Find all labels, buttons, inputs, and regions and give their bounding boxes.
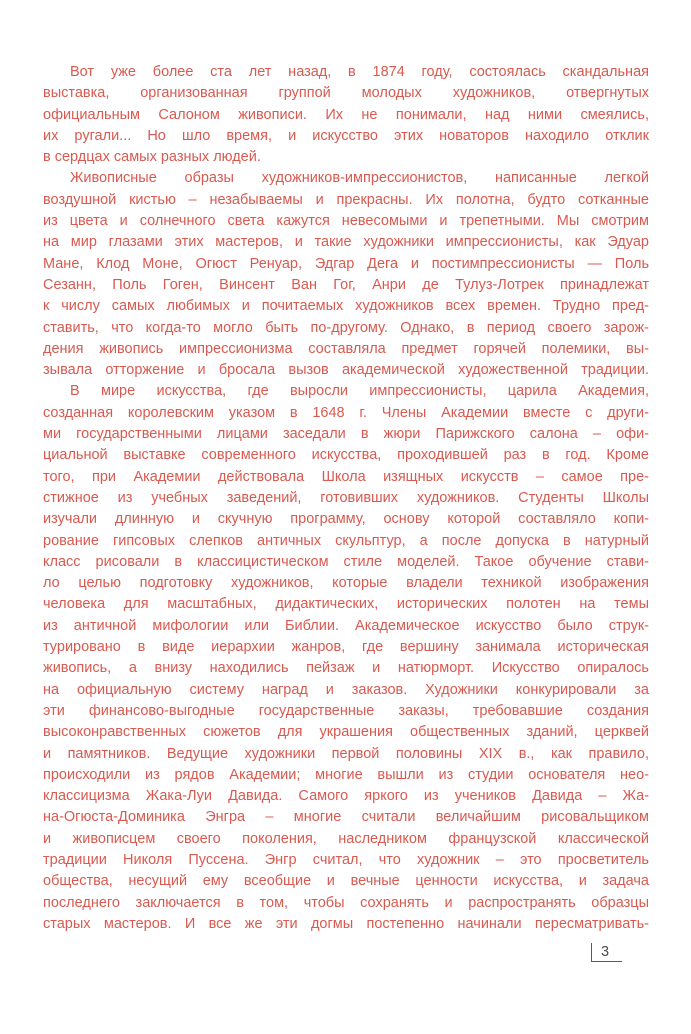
text-line: ло целью подготовку художников, которые владели техникой изображения [43, 575, 649, 592]
text-line: и памятников. Ведущие художники первой половины XIX в., как правило, [43, 745, 649, 762]
text-line: официальным Салоном живописи. Их не понимали, над ними смеялись, [43, 106, 649, 123]
text-line: того, при Академии действовала Школа изящных искусств – самое пре- [43, 468, 649, 485]
text-line: из античной мифологии или Библии. Академическое искусство было струк- [43, 617, 649, 634]
text-line: человека для масштабных, дидактических, исторических полотен на темы [43, 596, 649, 613]
text-line: Мане, Клод Моне, Огюст Ренуар, Эдгар Дега и постимпрессионисты — Поль [43, 255, 649, 272]
text-line: к числу самых любимых и почитаемых художников всех времен. Трудно пред- [43, 298, 649, 315]
text-line: из цвета и солнечного света кажутся невесомыми и трепетными. Мы смотрим [43, 213, 649, 230]
text-line: высоконравственных сюжетов для украшения общественных зданий, церквей [43, 724, 649, 741]
text-line: зывала отторжение и бросала вызов академической художественной традиции. [43, 362, 649, 379]
text-line: традиции Николя Пуссена. Энгр считал, что художник – это просветитель [43, 851, 649, 868]
text-line: выставка, организованная группой молодых художников, отвергнутых [43, 85, 649, 102]
page-number: 3 [601, 944, 610, 960]
text-line: в сердцах самых разных людей. [43, 149, 261, 166]
text-line: рование гипсовых слепков античных скульптур, а после допуска в натурный [43, 532, 649, 549]
text-line: на мир глазами этих мастеров, и такие художники импрессионисты, как Эдуар [43, 234, 649, 251]
text-line: ми государственными лицами заседали в жюри Парижского салона – офи- [43, 426, 649, 443]
text-line: Живописные образы художников-импрессионистов, написанные легкой [70, 170, 649, 187]
paragraph [43, 168, 649, 381]
text-line: изучали длинную и скучную программу, основу которой составляло копи- [43, 511, 649, 528]
text-line: происходили из рядов Академии; многие вышли из студии основателя нео- [43, 766, 649, 783]
text-line: их ругали... Но шло время, и искусство этих новаторов находило отклик [43, 127, 649, 144]
text-line: старых мастеров. И все же эти догмы постепенно начинали пересматривать- [43, 915, 649, 932]
paragraph [43, 62, 649, 168]
page-number-block [591, 943, 622, 962]
text-line: класс рисовали в классицистическом стиле моделей. Такое обучение стави- [43, 553, 649, 570]
text-line: турировано в виде иерархии жанров, где вершину занимала историческая [43, 639, 649, 656]
text-line: ставить, что когда-то могло быть по-другому. Однако, в период своего зарож- [43, 319, 649, 336]
text-line: Сезанн, Поль Гоген, Винсент Ван Гог, Анри де Тулуз-Лотрек принадлежат [43, 276, 649, 293]
text-line: эти финансово-выгодные государственные заказы, требовавшие создания [43, 702, 649, 719]
text-line: стижное из учебных заведений, готовивших художников. Студенты Школы [43, 489, 649, 506]
text-line: живопись, а внизу находились пейзаж и натюрморт. Искусство опиралось [43, 660, 649, 677]
text-line: В мире искусства, где выросли импрессионисты, царила Академия, [70, 383, 649, 400]
text-line: воздушной кистью – незабываемы и прекрасны. Их полотна, будто сотканные [43, 191, 649, 208]
text-line: созданная королевским указом в 1648 г. Члены Академии вместе с други- [43, 404, 649, 421]
text-line: на-Огюста-Доминика Энгра – многие считали величайшим рисовальщиком [43, 809, 649, 826]
paragraph [43, 381, 649, 935]
body-text [43, 62, 649, 935]
text-line: общества, несущий ему всеобщие и вечные ценности искусства, и задача [43, 873, 649, 890]
text-line: на официальную систему наград и заказов. Художники конкурировали за [43, 681, 649, 698]
text-line: дения живопись импрессионизма составляла предмет горячей полемики, вы- [43, 340, 649, 357]
text-line: и живописцем своего поколения, наследником французской классической [43, 830, 649, 847]
text-line: классицизма Жака-Луи Давида. Самого яркого из учеников Давида – Жа- [43, 788, 649, 805]
text-line: циальной выставке современного искусства, проходившей раз в год. Кроме [43, 447, 649, 464]
text-line: Вот уже более ста лет назад, в 1874 году, состоялась скандальная [70, 64, 649, 80]
text-line: последнего заключается в том, чтобы сохранять и распространять образцы [43, 894, 649, 911]
